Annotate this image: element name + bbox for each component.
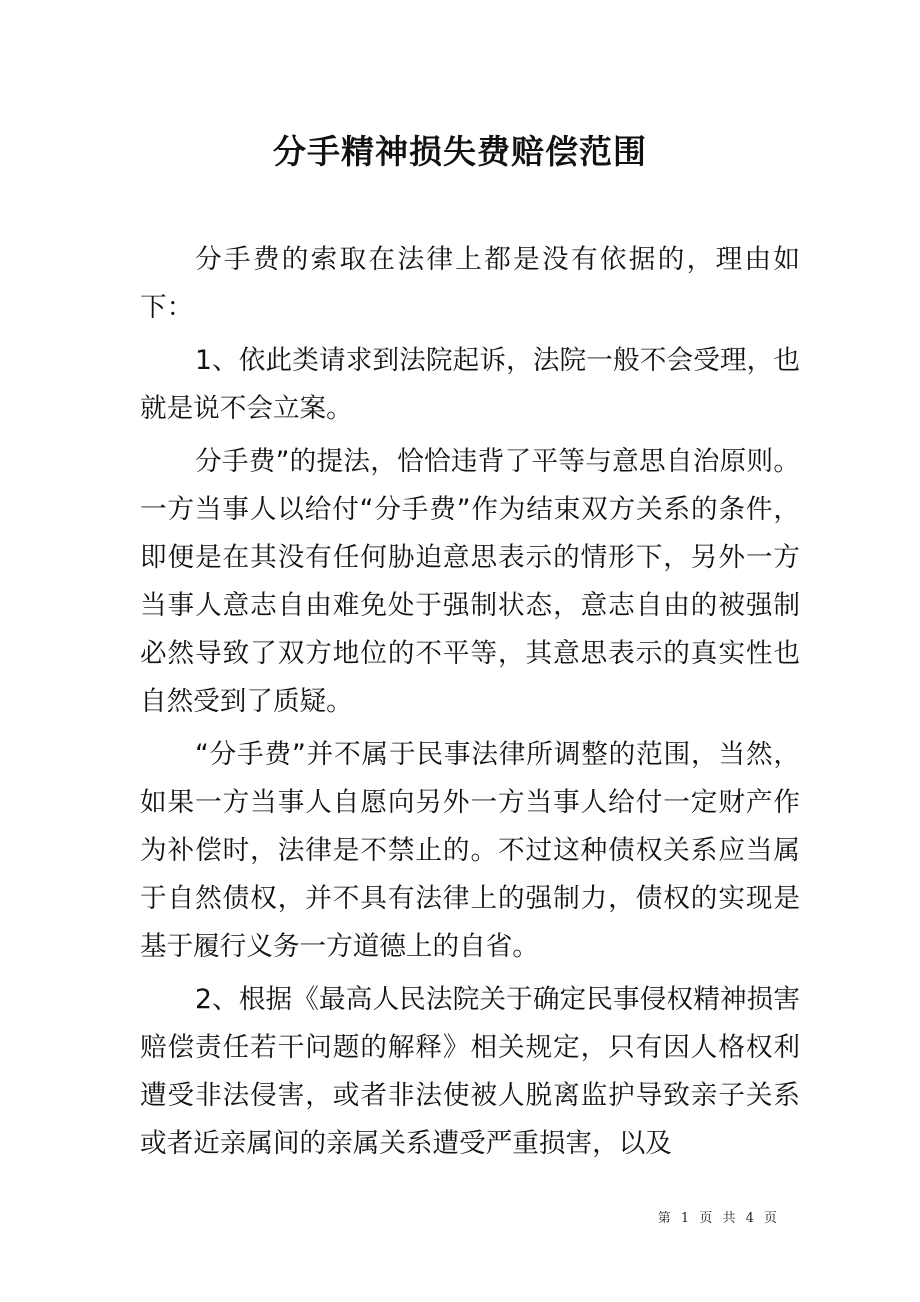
paragraph-reason-2: 2、根据《最高人民法院关于确定民事侵权精神损害赔偿责任若干问题的解释》相关规定，只有因人格权利遭受非法侵害，或者非法使被人脱离监护导致亲子关系或者近亲属间的亲属关系遭受严重损害，以及 bbox=[140, 984, 800, 1159]
document-body bbox=[140, 236, 800, 1168]
paragraph-intro: 分手费的索取在法律上都是没有依据的，理由如下： bbox=[140, 244, 800, 323]
page-number-footer: 第 1 页 共 4 页 bbox=[657, 1211, 780, 1226]
paragraph-equality-principle: 分手费”的提法，恰恰违背了平等与意思自治原则。一方当事人以给付“分手费”作为结束双方关系的条件，即便是在其没有任何胁迫意思表示的情形下，另外一方当事人意志自由难免处于强制状态，意志自由的被强制必然导致了双方地位的不平等，其意思表示的真实性也自然受到了质疑。 bbox=[140, 446, 800, 717]
document-title: 分手精神损失费赔偿范围 bbox=[273, 132, 647, 171]
paragraph-reason-1: 1、依此类请求到法院起诉，法院一般不会受理，也就是说不会立案。 bbox=[140, 345, 800, 424]
paragraph-civil-law-scope: “分手费”并不属于民事法律所调整的范围，当然，如果一方当事人自愿向另外一方当事人给付一定财产作为补偿时，法律是不禁止的。不过这种债权关系应当属于自然债权，并不具有法律上的强制力，债权的实现是基于履行义务一方道德上的自省。 bbox=[140, 739, 800, 962]
